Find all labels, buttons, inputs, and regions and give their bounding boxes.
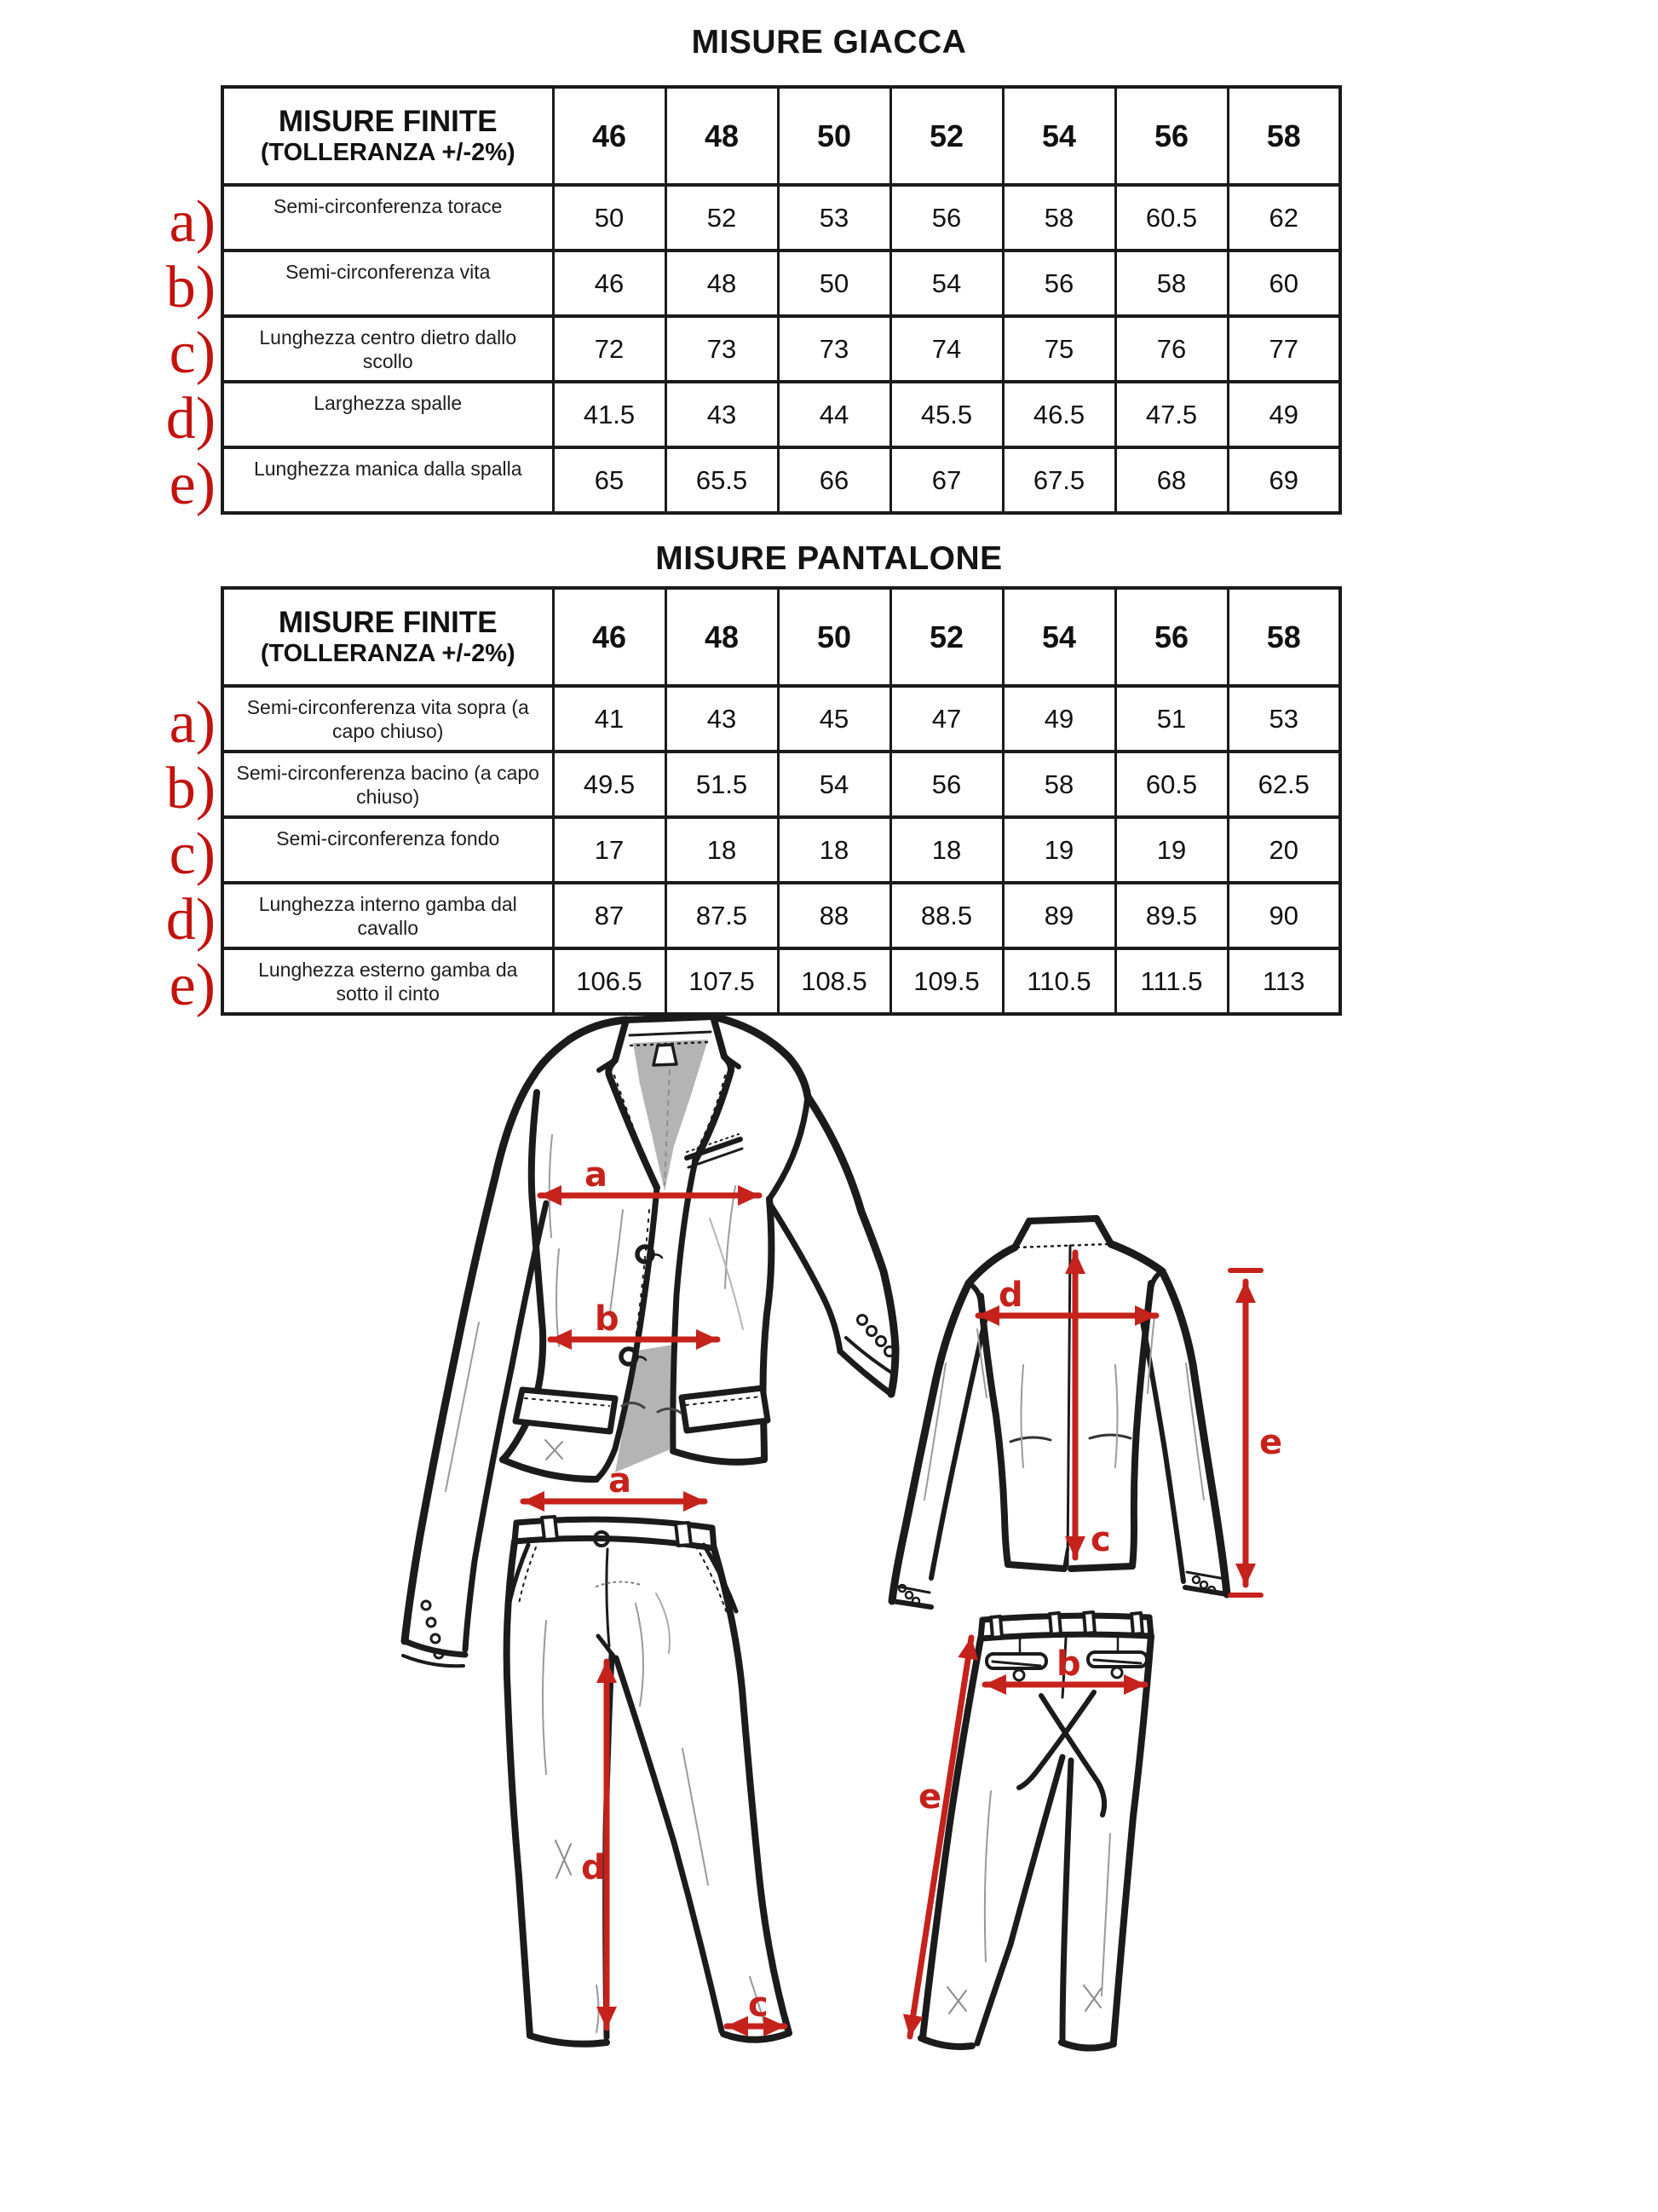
measure-value-cell: 45.5 <box>890 382 1003 447</box>
measure-value-cell: 51.5 <box>665 752 778 817</box>
row-letter: c) <box>169 320 216 386</box>
measure-row <box>222 948 1340 1014</box>
trouser-row-letters <box>156 684 216 1018</box>
measure-value-cell: 48 <box>665 251 778 316</box>
measure-value-cell: 53 <box>778 185 890 251</box>
technical-drawings <box>0 1010 1658 2212</box>
measure-value-cell: 50 <box>778 251 890 316</box>
measure-value-cell: 19 <box>1115 817 1228 883</box>
measure-value-cell: 45 <box>778 686 890 752</box>
pants-back-hip-label: b <box>1056 1645 1081 1684</box>
measure-value-cell: 58 <box>1115 251 1228 316</box>
measure-value-cell: 73 <box>778 316 890 382</box>
size-header-cell: 48 <box>665 87 778 185</box>
measure-value-cell: 46 <box>553 251 665 316</box>
pants-front-hem-label: c <box>748 1985 769 2025</box>
measure-value-cell: 46.5 <box>1003 382 1115 447</box>
size-header-cell: 50 <box>778 87 890 185</box>
row-letter: d) <box>165 385 216 452</box>
measure-value-cell: 72 <box>553 316 665 382</box>
jacket-size-table <box>221 85 1342 515</box>
measure-value-cell: 52 <box>665 185 778 251</box>
measure-row <box>222 883 1340 948</box>
measure-value-cell: 41 <box>553 686 665 752</box>
measure-value-cell: 49 <box>1003 686 1115 752</box>
measure-value-cell: 108.5 <box>778 948 890 1014</box>
measure-value-cell: 51 <box>1115 686 1228 752</box>
measure-value-cell: 49 <box>1228 382 1340 447</box>
measure-value-cell: 47.5 <box>1115 382 1228 447</box>
size-header-cell: 52 <box>890 588 1003 686</box>
measure-value-cell: 60.5 <box>1115 185 1228 251</box>
size-header-cell: 46 <box>553 87 665 185</box>
measure-value-cell: 66 <box>778 447 890 513</box>
size-header-cell: 54 <box>1003 87 1115 185</box>
row-letter: c) <box>169 821 216 887</box>
size-header-cell: 56 <box>1115 87 1228 185</box>
measure-value-cell: 49.5 <box>553 752 665 817</box>
pants-front-waist-label: a <box>608 1461 631 1501</box>
measure-label-cell: Semi-circonferenza bacino (a capo chiuso) <box>222 752 553 817</box>
measure-value-cell: 18 <box>665 817 778 883</box>
measure-value-cell: 58 <box>1003 752 1115 817</box>
measure-row <box>222 185 1340 251</box>
measure-value-cell: 54 <box>890 251 1003 316</box>
measure-row <box>222 752 1340 817</box>
measure-row <box>222 686 1340 752</box>
size-header-cell: 48 <box>665 588 778 686</box>
measure-value-cell: 60 <box>1228 251 1340 316</box>
row-letter: b) <box>165 254 216 320</box>
measure-label-cell: Lunghezza interno gamba dal cavallo <box>222 883 553 948</box>
trouser-size-table-section <box>165 586 1342 1018</box>
measure-value-cell: 62 <box>1228 185 1340 251</box>
measure-row <box>222 251 1340 316</box>
jacket-back-shoulder-label: d <box>999 1276 1023 1315</box>
jacket-size-table-section <box>165 85 1342 517</box>
measure-value-cell: 88.5 <box>890 883 1003 948</box>
row-letter: e) <box>169 952 216 1018</box>
measure-value-cell: 67.5 <box>1003 447 1115 513</box>
measure-label-cell: Semi-circonferenza torace <box>222 185 553 251</box>
pants-back-outseam-label: e <box>918 1777 942 1817</box>
measure-value-cell: 67 <box>890 447 1003 513</box>
finished-measures-header: MISURE FINITE (TOLLERANZA +/-2%) <box>222 588 553 686</box>
measure-row <box>222 382 1340 447</box>
measure-value-cell: 20 <box>1228 817 1340 883</box>
row-letter: b) <box>165 755 216 821</box>
jacket-table-title: MISURE GIACCA <box>691 24 967 60</box>
measure-value-cell: 87 <box>553 883 665 948</box>
measure-row <box>222 316 1340 382</box>
row-letter: d) <box>165 886 216 953</box>
row-letter: e) <box>169 451 216 517</box>
pants-back-outseam-arrow <box>910 1638 971 2036</box>
measure-value-cell: 43 <box>665 686 778 752</box>
measure-value-cell: 50 <box>553 185 665 251</box>
trouser-size-table <box>221 586 1342 1016</box>
measure-value-cell: 90 <box>1228 883 1340 948</box>
measure-value-cell: 44 <box>778 382 890 447</box>
measure-value-cell: 76 <box>1115 316 1228 382</box>
measure-value-cell: 89 <box>1003 883 1115 948</box>
row-letter: a) <box>169 188 216 255</box>
measure-value-cell: 17 <box>553 817 665 883</box>
jacket-back-drawing <box>892 1218 1227 1607</box>
measure-value-cell: 65 <box>553 447 665 513</box>
measure-value-cell: 77 <box>1228 316 1340 382</box>
measure-value-cell: 43 <box>665 382 778 447</box>
measure-value-cell: 106.5 <box>553 948 665 1014</box>
measure-value-cell: 56 <box>890 752 1003 817</box>
measure-value-cell: 73 <box>665 316 778 382</box>
row-letter: a) <box>169 689 216 756</box>
measure-value-cell: 18 <box>778 817 890 883</box>
measure-value-cell: 75 <box>1003 316 1115 382</box>
measure-value-cell: 60.5 <box>1115 752 1228 817</box>
trouser-table-title: MISURE PANTALONE <box>655 540 1003 577</box>
measure-value-cell: 89.5 <box>1115 883 1228 948</box>
pants-front-drawing <box>507 1517 789 2044</box>
measure-value-cell: 87.5 <box>665 883 778 948</box>
measure-value-cell: 69 <box>1228 447 1340 513</box>
measure-value-cell: 68 <box>1115 447 1228 513</box>
measure-value-cell: 107.5 <box>665 948 778 1014</box>
measure-label-cell: Semi-circonferenza fondo <box>222 817 553 883</box>
pants-front-inseam-label: d <box>581 1848 606 1887</box>
measure-label-cell: Lunghezza manica dalla spalla <box>222 447 553 513</box>
measure-value-cell: 111.5 <box>1115 948 1228 1014</box>
measure-value-cell: 109.5 <box>890 948 1003 1014</box>
jacket-back-length-label: c <box>1091 1520 1111 1559</box>
measure-value-cell: 65.5 <box>665 447 778 513</box>
size-header-cell: 54 <box>1003 588 1115 686</box>
measure-label-cell: Lunghezza esterno gamba da sotto il cinto <box>222 948 553 1014</box>
measure-value-cell: 47 <box>890 686 1003 752</box>
size-header-cell: 58 <box>1228 87 1340 185</box>
size-header-cell: 58 <box>1228 588 1340 686</box>
size-header-cell: 46 <box>553 588 665 686</box>
measure-value-cell: 18 <box>890 817 1003 883</box>
jacket-row-letters <box>156 183 216 517</box>
measure-value-cell: 41.5 <box>553 382 665 447</box>
measure-value-cell: 56 <box>1003 251 1115 316</box>
size-header-cell: 52 <box>890 87 1003 185</box>
measure-row <box>222 817 1340 883</box>
jacket-back-sleeve-label: e <box>1259 1423 1283 1462</box>
measure-value-cell: 88 <box>778 883 890 948</box>
measure-value-cell: 54 <box>778 752 890 817</box>
size-header-cell: 50 <box>778 588 890 686</box>
measure-value-cell: 113 <box>1228 948 1340 1014</box>
measure-row <box>222 447 1340 513</box>
measure-label-cell: Semi-circonferenza vita <box>222 251 553 316</box>
size-header-cell: 56 <box>1115 588 1228 686</box>
measure-value-cell: 53 <box>1228 686 1340 752</box>
measure-label-cell: Larghezza spalle <box>222 382 553 447</box>
jacket-front-chest-label: a <box>584 1155 607 1195</box>
measure-value-cell: 56 <box>890 185 1003 251</box>
measure-value-cell: 58 <box>1003 185 1115 251</box>
pants-back-drawing <box>921 1612 1151 2048</box>
finished-measures-header: MISURE FINITE (TOLLERANZA +/-2%) <box>222 87 553 185</box>
measure-label-cell: Semi-circonferenza vita sopra (a capo chiuso) <box>222 686 553 752</box>
measure-value-cell: 62.5 <box>1228 752 1340 817</box>
measure-value-cell: 110.5 <box>1003 948 1115 1014</box>
measure-value-cell: 74 <box>890 316 1003 382</box>
measure-label-cell: Lunghezza centro dietro dallo scollo <box>222 316 553 382</box>
jacket-front-waist-label: b <box>595 1299 619 1339</box>
measure-value-cell: 19 <box>1003 817 1115 883</box>
